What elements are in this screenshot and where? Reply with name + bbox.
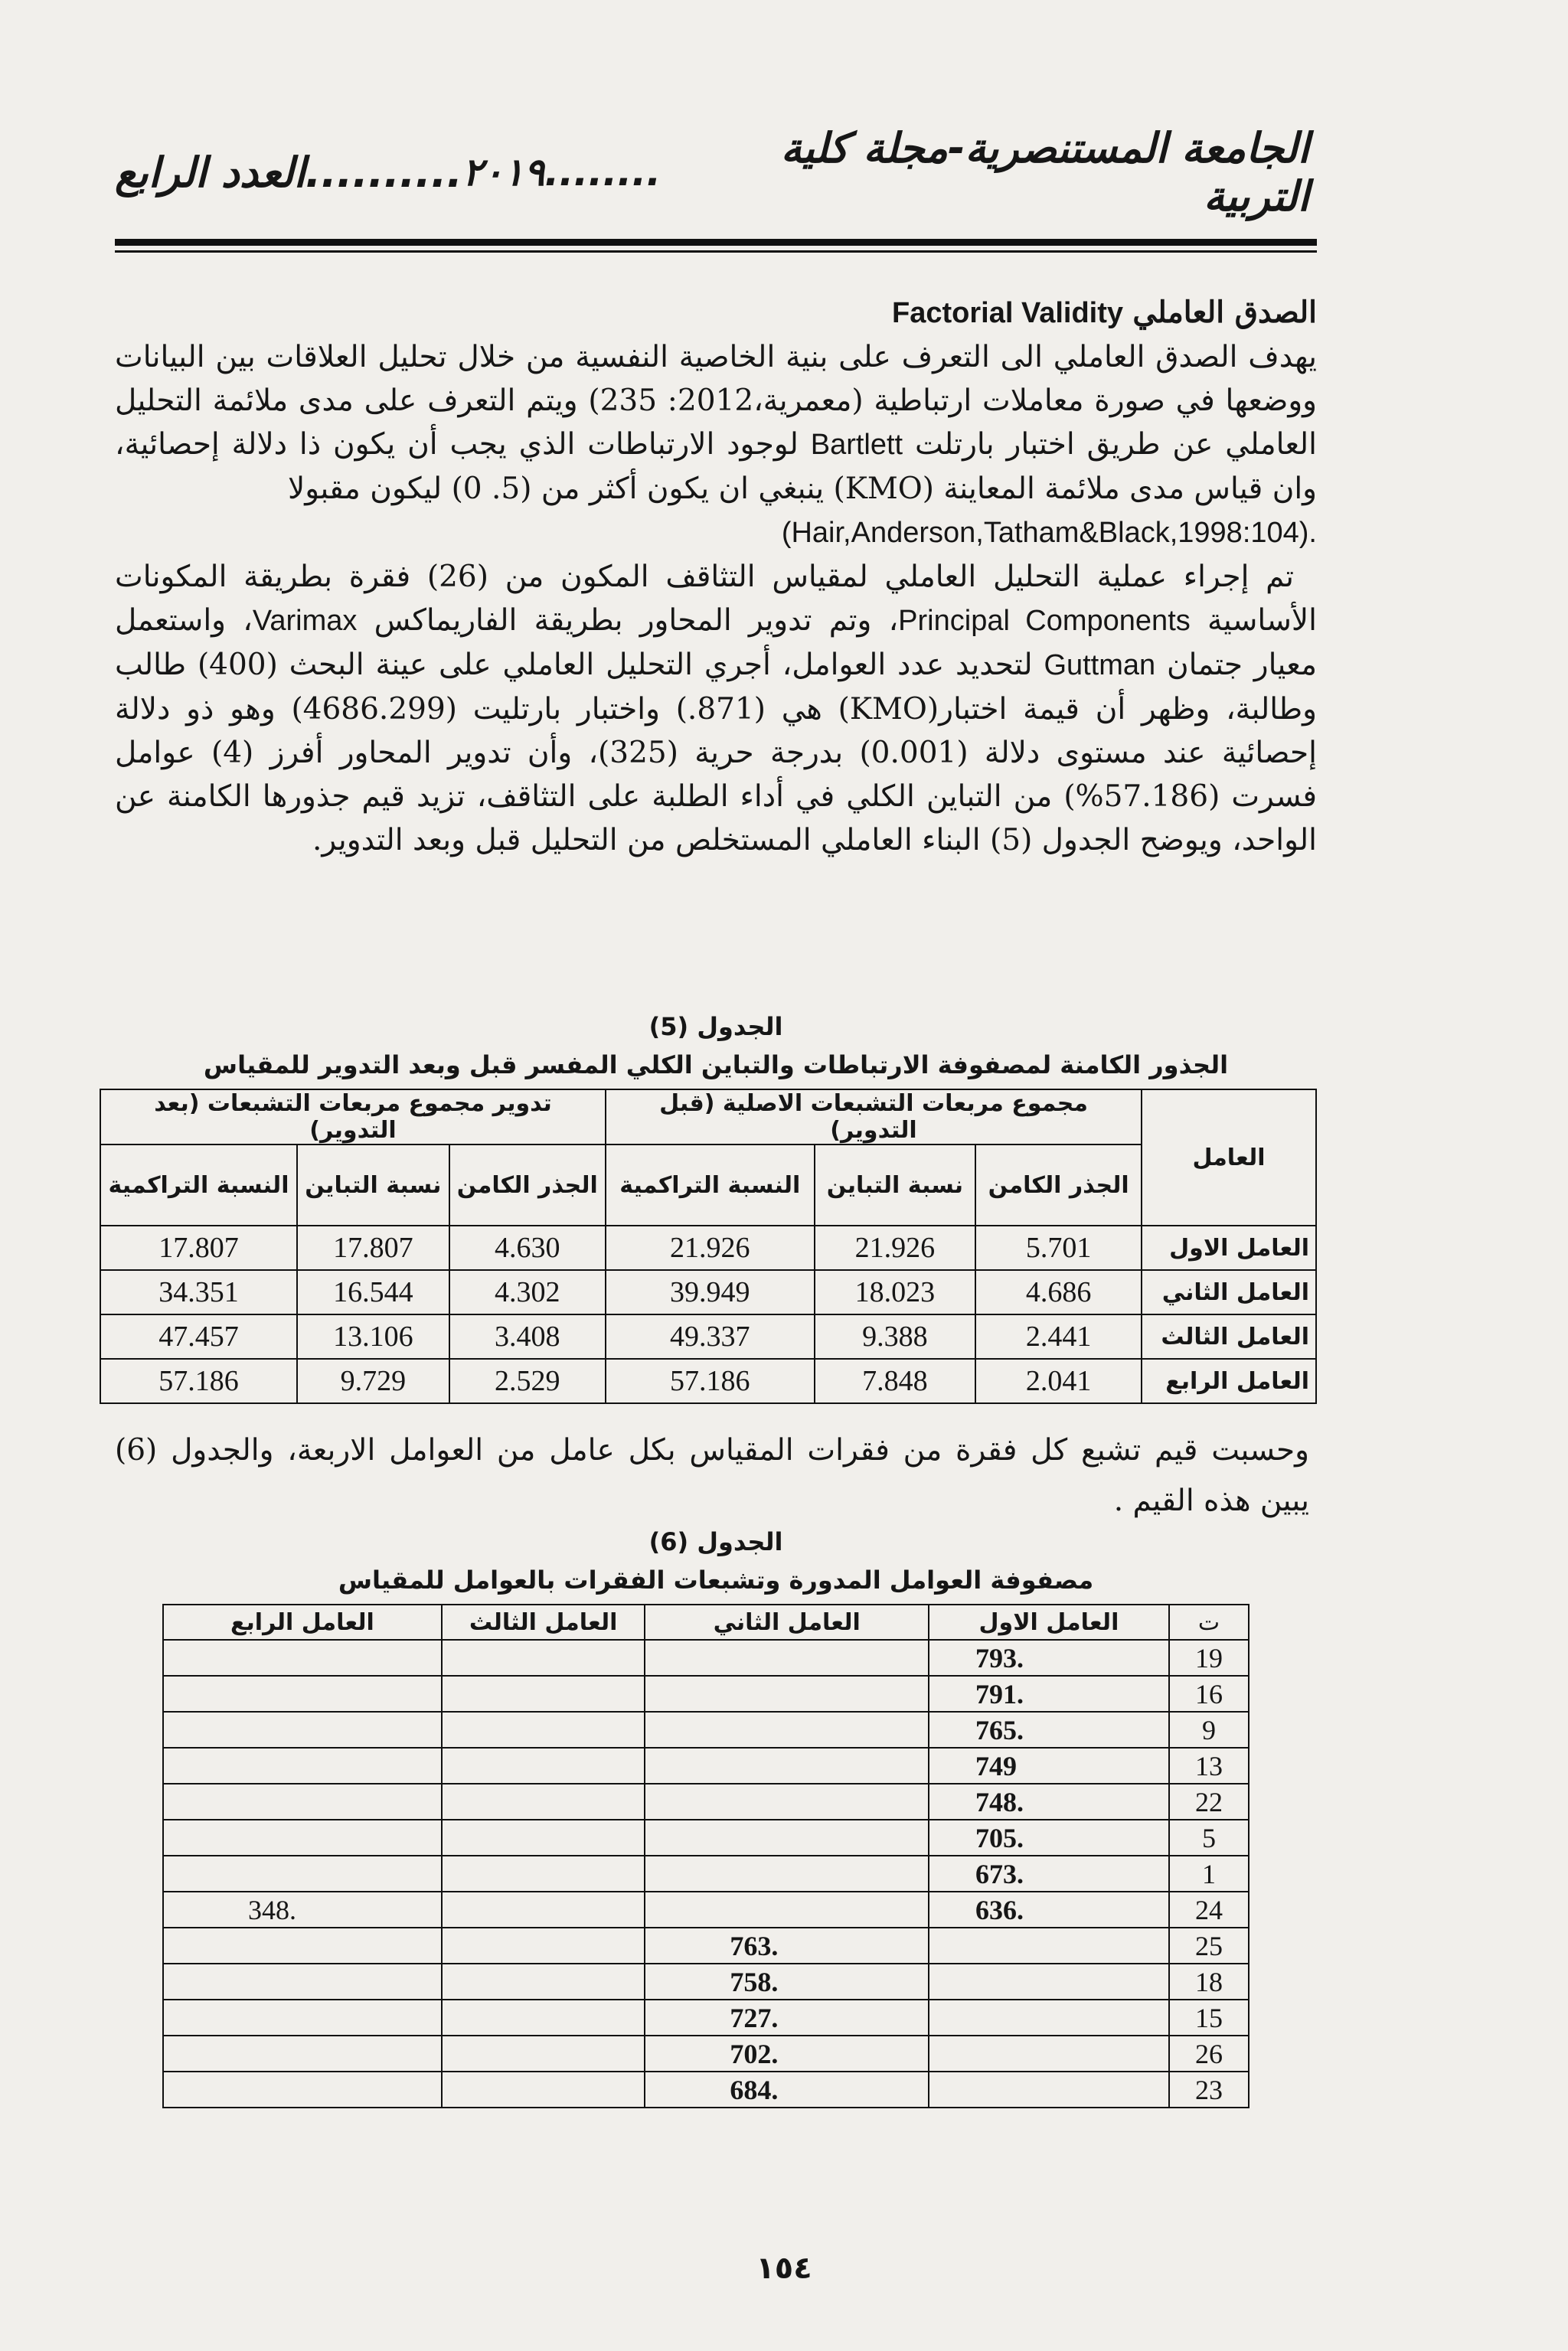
loading-f3 (442, 1784, 645, 1820)
cell: 4.630 (449, 1226, 606, 1270)
header-issue: ..........العدد الرابع (114, 148, 462, 197)
loading-f3 (442, 1748, 645, 1784)
loading-f2 (645, 1640, 929, 1676)
paragraph-1-part-2: لوجود الارتباطات الذي يجب أن يكون ذا دلالة إحصائية، وان قياس مدى ملائمة المعاينة (KMO) ينبغي ان يكون أكثر من (5. 0) ليكون مقبولا (115, 427, 1317, 506)
item-number: 18 (1169, 1964, 1249, 2000)
item-number: 5 (1169, 1820, 1249, 1856)
loading-f3 (442, 1820, 645, 1856)
loading-f2: .763 (645, 1928, 929, 1964)
cell: 47.457 (100, 1314, 297, 1359)
section-title-en: Factorial Validity (892, 297, 1124, 329)
paragraph-1-part-1: يهدف الصدق العاملي الى التعرف على بنية الخاصية النفسية من خلال تحليل العلاقات بين البيانات ووضعها في صورة معاملات ارتباطية (معمرية،2012: 235) ويتم التعرف على مدى ملائمة التحليل العاملي عن طريق اختبار بارتلت (115, 340, 1318, 462)
loading-f1 (929, 1928, 1169, 1964)
cell: 9.729 (297, 1359, 449, 1403)
table-5-label: الجدول (5) (648, 1012, 783, 1041)
cell: 18.023 (815, 1270, 976, 1314)
cell: 13.106 (297, 1314, 449, 1359)
table-5 (100, 1089, 1317, 1404)
factor-label: العامل الثاني (1142, 1270, 1316, 1314)
loading-f3 (442, 1928, 645, 1964)
item-number: 9 (1169, 1712, 1249, 1748)
loading-f1: .748 (929, 1784, 1169, 1820)
table-5-group-after: تدوير مجموع مربعات التشبعات (بعد التدوير) (100, 1089, 606, 1144)
paragraph-2-part-2: ، وتم تدوير المحاور بطريقة الفاريماكس (374, 603, 899, 638)
table-row (163, 1820, 1249, 1856)
table-5-title: الجذور الكامنة لمصفوفة الارتباطات والتباين الكلي المفسر قبل وبعد التدوير للمقياس (203, 1050, 1229, 1079)
table-row (163, 1928, 1249, 1964)
paragraph-3 (115, 1425, 1309, 1527)
table-row (163, 1964, 1249, 2000)
loading-f3 (442, 1676, 645, 1712)
paragraph-2 (115, 555, 1317, 862)
table-row (163, 1784, 1249, 1820)
cell: 4.302 (449, 1270, 606, 1314)
varimax-term: Varimax (252, 605, 358, 637)
table-5-col-cumulative-after: النسبة التراكمية (100, 1144, 297, 1226)
paragraph-3-text: وحسبت قيم تشبع كل فقرة من فقرات المقياس بكل عامل من العوامل الاربعة، والجدول (6) يبين هذه القيم . (115, 1433, 1309, 1518)
loading-f4 (163, 1676, 442, 1712)
citation: (Hair,Anderson,Tatham&Black,1998:104). (781, 517, 1317, 549)
item-number: 13 (1169, 1748, 1249, 1784)
cell: 57.186 (606, 1359, 815, 1403)
loading-f2 (645, 1712, 929, 1748)
item-number: 15 (1169, 2000, 1249, 2036)
cell: 49.337 (606, 1314, 815, 1359)
loading-f1 (929, 2072, 1169, 2108)
section-title-ar: الصدق العاملي (1132, 295, 1317, 330)
header-year: ........٢٠١٩ (462, 150, 662, 194)
loading-f4 (163, 1928, 442, 1964)
paragraph-2-part-3: ، واستعمل معيار جتمان (115, 603, 1317, 682)
guttman-term: Guttman (1044, 649, 1156, 681)
table-6-title: مصفوفة العوامل المدورة وتشبعات الفقرات بالعوامل للمقياس (338, 1566, 1094, 1595)
cell: 4.686 (975, 1270, 1142, 1314)
item-number: 26 (1169, 2036, 1249, 2072)
loading-f4 (163, 1712, 442, 1748)
table-6-col-f2: العامل الثاني (645, 1605, 929, 1640)
loading-f2 (645, 1784, 929, 1820)
table-row (163, 2072, 1249, 2108)
table-6-col-f4: العامل الرابع (163, 1605, 442, 1640)
loading-f2: .684 (645, 2072, 929, 2108)
table-5-col-eigen-after: الجذر الكامن (449, 1144, 606, 1226)
running-header (115, 115, 1309, 230)
loading-f1: 749 (929, 1748, 1169, 1784)
table-5-col-variance-before: نسبة التباين (815, 1144, 976, 1226)
table-row (100, 1270, 1316, 1314)
table-5-col-variance-after: نسبة التباين (297, 1144, 449, 1226)
table-5-col-eigen-before: الجذر الكامن (975, 1144, 1142, 1226)
loading-f4 (163, 2036, 442, 2072)
cell: 17.807 (297, 1226, 449, 1270)
paragraph-2-part-4: لتحديد عدد العوامل، أجري التحليل العاملي على عينة البحث (400) طالب وطالبة، وظهر أن قيمة اختبار(KMO) هي (871.) واختبار بارتليت (4686.299) وهو ذو دلالة إحصائية عند مستوى دلالة (0.001) بدرجة حرية (325)، وأن تدوير المحاور أفرز (4) عوامل فسرت (57.186%) من التباين الكلي في أداء الطلبة على التثاقف، تزيد قيم جذورها الكامنة عن الواحد، ويوضح الجدول (5) البناء العاملي المستخلص من التحليل قبل وبعد التدوير. (115, 648, 1318, 857)
table-row (100, 1226, 1316, 1270)
paragraph-1 (115, 335, 1317, 511)
cell: 2.529 (449, 1359, 606, 1403)
loading-f2: .727 (645, 2000, 929, 2036)
factor-label: العامل الثالث (1142, 1314, 1316, 1359)
item-number: 24 (1169, 1892, 1249, 1928)
loading-f1: .673 (929, 1856, 1169, 1892)
loading-f4 (163, 1820, 442, 1856)
header-rule-thick (115, 239, 1317, 246)
loading-f2 (645, 1856, 929, 1892)
body-text (115, 291, 1317, 862)
loading-f4 (163, 1964, 442, 2000)
loading-f2 (645, 1748, 929, 1784)
table-6-col-f3: العامل الثالث (442, 1605, 645, 1640)
loading-f3 (442, 2000, 645, 2036)
cell: 17.807 (100, 1226, 297, 1270)
table-6-col-f1: العامل الاول (929, 1605, 1169, 1640)
loading-f3 (442, 1712, 645, 1748)
header-rule-thin (115, 250, 1317, 253)
loading-f1: .636 (929, 1892, 1169, 1928)
cell: 34.351 (100, 1270, 297, 1314)
loading-f2 (645, 1820, 929, 1856)
cell: 21.926 (606, 1226, 815, 1270)
paragraph-2-part-1: تم إجراء عملية التحليل العاملي لمقياس التثاقف المكون من (26) فقرة بطريقة المكونات الأساسية (115, 560, 1318, 638)
table-row (100, 1359, 1316, 1403)
principal-components-term: Principal Components (898, 605, 1191, 637)
table-row (163, 1676, 1249, 1712)
item-number: 22 (1169, 1784, 1249, 1820)
table-row (163, 1712, 1249, 1748)
journal-name: الجامعة المستنصرية-مجلة كلية التربية (780, 124, 1309, 220)
cell: 3.408 (449, 1314, 606, 1359)
bartlett-term: Bartlett (810, 429, 903, 461)
loading-f4 (163, 1640, 442, 1676)
loading-f1: .705 (929, 1820, 1169, 1856)
item-number: 19 (1169, 1640, 1249, 1676)
loading-f4 (163, 2072, 442, 2108)
loading-f4 (163, 1856, 442, 1892)
section-heading (115, 291, 1317, 335)
item-number: 16 (1169, 1676, 1249, 1712)
cell: 2.441 (975, 1314, 1142, 1359)
loading-f3 (442, 1892, 645, 1928)
table-6 (162, 1604, 1250, 2108)
table-row (163, 1892, 1249, 1928)
loading-f1 (929, 2036, 1169, 2072)
loading-f4 (163, 1748, 442, 1784)
table-row (163, 2000, 1249, 2036)
loading-f2 (645, 1892, 929, 1928)
item-number: 25 (1169, 1928, 1249, 1964)
loading-f1: .793 (929, 1640, 1169, 1676)
table-row (163, 2036, 1249, 2072)
loading-f1 (929, 2000, 1169, 2036)
cell: 2.041 (975, 1359, 1142, 1403)
loading-f2: .702 (645, 2036, 929, 2072)
table-5-factor-header: العامل (1142, 1089, 1316, 1226)
loading-f3 (442, 2036, 645, 2072)
cell: 39.949 (606, 1270, 815, 1314)
loading-f1: .791 (929, 1676, 1169, 1712)
cell: 57.186 (100, 1359, 297, 1403)
cell: 9.388 (815, 1314, 976, 1359)
table-row (163, 1748, 1249, 1784)
factor-label: العامل الرابع (1142, 1359, 1316, 1403)
factor-label: العامل الاول (1142, 1226, 1316, 1270)
loading-f3 (442, 1856, 645, 1892)
loading-f2 (645, 1676, 929, 1712)
loading-f1: .765 (929, 1712, 1169, 1748)
citation-line (115, 511, 1317, 555)
loading-f3 (442, 1964, 645, 2000)
table-6-col-num: ت (1169, 1605, 1249, 1640)
cell: 5.701 (975, 1226, 1142, 1270)
loading-f2: .758 (645, 1964, 929, 2000)
loading-f1 (929, 1964, 1169, 2000)
page-number: ١٥٤ (756, 2251, 812, 2286)
cell: 21.926 (815, 1226, 976, 1270)
cell: 16.544 (297, 1270, 449, 1314)
table-row (163, 1856, 1249, 1892)
cell: 7.848 (815, 1359, 976, 1403)
loading-f4 (163, 1784, 442, 1820)
table-5-group-before: مجموع مربعات التشبعات الاصلية (قبل التدوير) (606, 1089, 1142, 1144)
table-row (100, 1314, 1316, 1359)
item-number: 1 (1169, 1856, 1249, 1892)
table-6-label: الجدول (6) (648, 1527, 783, 1556)
loading-f3 (442, 2072, 645, 2108)
item-number: 23 (1169, 2072, 1249, 2108)
table-row (163, 1640, 1249, 1676)
loading-f3 (442, 1640, 645, 1676)
loading-f4: .348 (163, 1892, 442, 1928)
table-5-col-cumulative-before: النسبة التراكمية (606, 1144, 815, 1226)
loading-f4 (163, 2000, 442, 2036)
